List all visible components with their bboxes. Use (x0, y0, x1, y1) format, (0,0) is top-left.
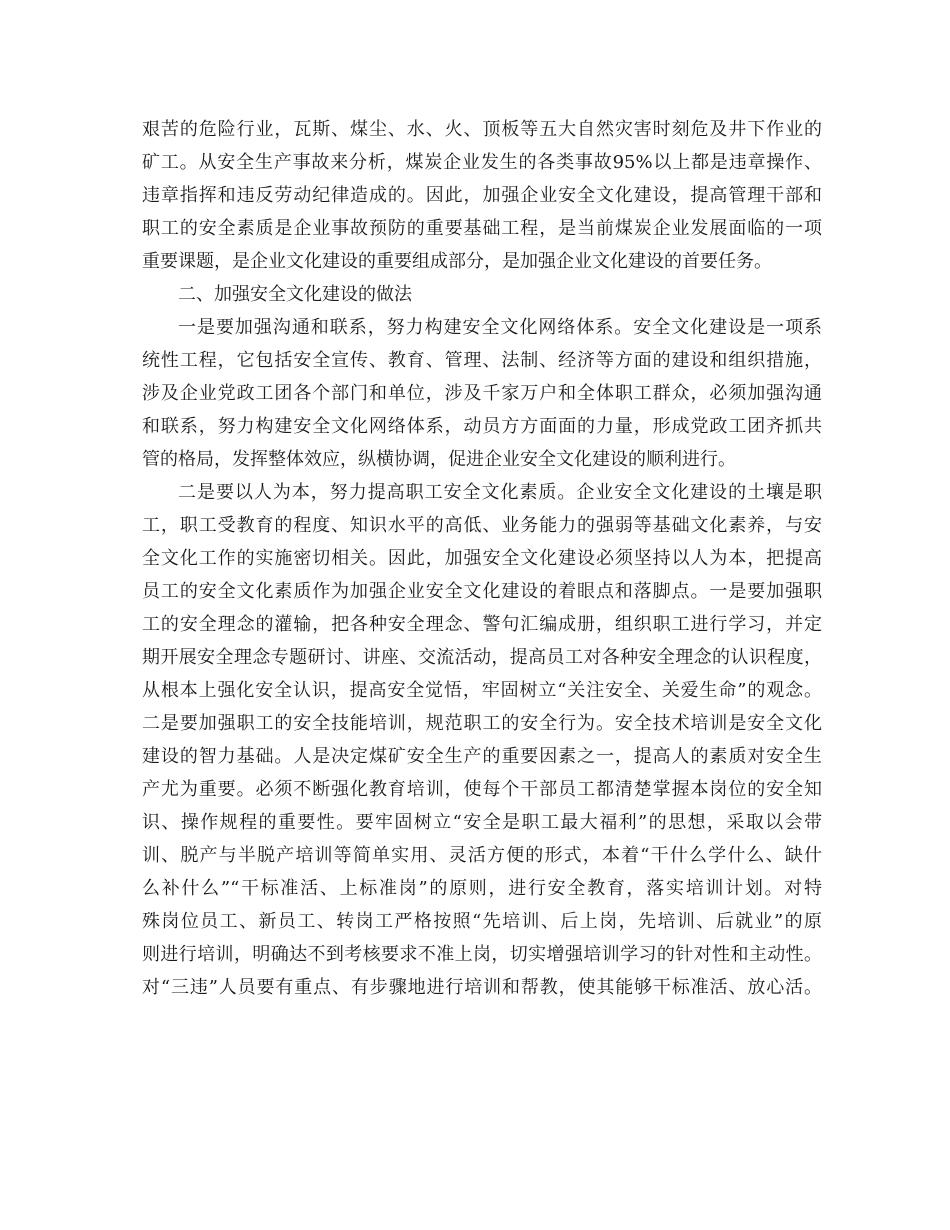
text-line: 二是要以人为本，努力提高职工安全文化素质。企业安全文化建设的土壤是职 (178, 482, 822, 503)
text-line: 重要课题，是企业文化建设的重要组成部分，是加强企业文化建设的首要任务。 (142, 251, 772, 272)
text-line: 殊岗位员工、新员工、转岗工严格按照“先培训、后上岗，先培训、后就业”的原 (142, 911, 822, 932)
text-line: 艰苦的危险行业，瓦斯、煤尘、水、火、顶板等五大自然灾害时刻危及井下作业的 (142, 119, 822, 140)
text-line: 职工的安全素质是企业事故预防的重要基础工程，是当前煤炭企业发展面临的一项 (142, 218, 822, 239)
text-line: 工，职工受教育的程度、知识水平的高低、业务能力的强弱等基础文化素养，与安 (142, 515, 822, 536)
text-line: 么补什么”“干标准活、上标准岗”的原则，进行安全教育，落实培训计划。对特 (142, 878, 822, 899)
text-line: 管的格局，发挥整体效应，纵横协调，促进企业安全文化建设的顺利进行。 (142, 449, 736, 470)
text-line: 违章指挥和违反劳动纪律造成的。因此，加强企业安全文化建设，提高管理干部和 (142, 185, 822, 206)
text-line: 一是要加强沟通和联系，努力构建安全文化网络体系。安全文化建设是一项系 (178, 317, 822, 338)
text-line: 训、脱产与半脱产培训等简单实用、灵活方便的形式，本着“干什么学什么、缺什 (142, 845, 822, 866)
text-line: 和联系，努力构建安全文化网络体系，动员方方面面的力量，形成党政工团齐抓共 (142, 416, 822, 437)
text-line: 工的安全理念的灌输，把各种安全理念、警句汇编成册，组织职工进行学习，并定 (142, 614, 822, 635)
text-line: 识、操作规程的重要性。要牢固树立“安全是职工最大福利”的思想，采取以会带 (142, 812, 822, 833)
text-line: 产尤为重要。必须不断强化教育培训，使每个干部员工都清楚掌握本岗位的安全知 (142, 779, 822, 800)
text-line: 矿工。从安全生产事故来分析，煤炭企业发生的各类事故95%以上都是违章操作、 (142, 152, 822, 173)
text-line: 建设的智力基础。人是决定煤矿安全生产的重要因素之一，提高人的素质对安全生 (142, 746, 822, 767)
text-line: 二是要加强职工的安全技能培训，规范职工的安全行为。安全技术培训是安全文化 (142, 713, 822, 734)
text-line: 员工的安全文化素质作为加强企业安全文化建设的着眼点和落脚点。一是要加强职 (142, 581, 822, 602)
text-line: 全文化工作的实施密切相关。因此，加强安全文化建设必须坚持以人为本，把提高 (142, 548, 822, 569)
text-line: 对“三违”人员要有重点、有步骤地进行培训和帮教，使其能够干标准活、放心活。 (142, 977, 822, 998)
body-text (142, 113, 822, 1004)
text-line: 从根本上强化安全认识，提高安全觉悟，牢固树立“关注安全、关爱生命”的观念。 (142, 680, 822, 701)
section-heading: 二、加强安全文化建设的做法 (178, 284, 412, 305)
text-line: 统性工程，它包括安全宣传、教育、管理、法制、经济等方面的建设和组织措施， (142, 350, 822, 371)
text-line: 则进行培训，明确达不到考核要求不准上岗，切实增强培训学习的针对性和主动性。 (142, 944, 822, 965)
text-line: 涉及企业党政工团各个部门和单位，涉及千家万户和全体职工群众，必须加强沟通 (142, 383, 822, 404)
text-line: 期开展安全理念专题研讨、讲座、交流活动，提高员工对各种安全理念的认识程度， (142, 647, 822, 668)
